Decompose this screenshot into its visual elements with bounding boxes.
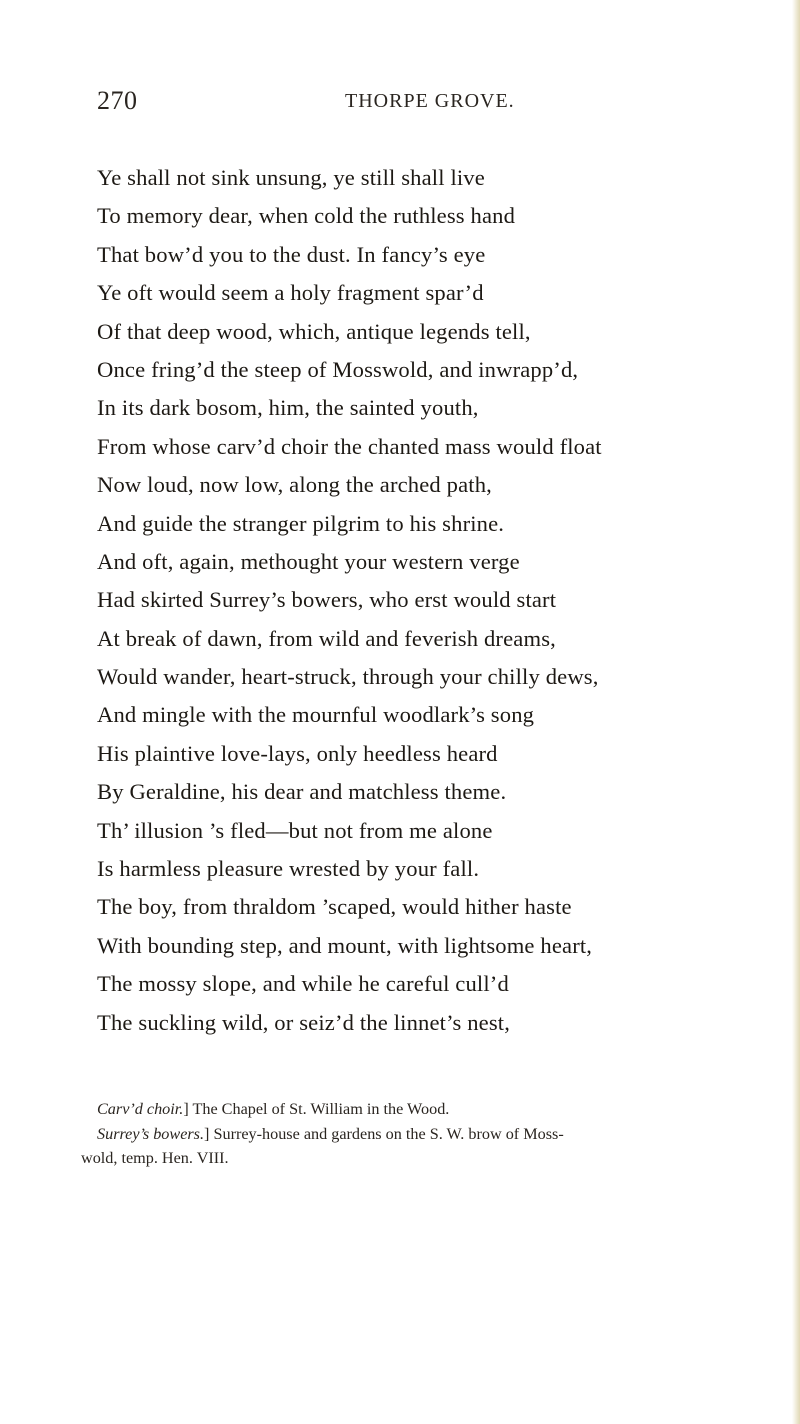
verse-line: Th’ illusion ’s fled—but not from me alone bbox=[97, 817, 493, 843]
footnote-term: Surrey’s bowers. bbox=[97, 1124, 205, 1143]
verse-line: That bow’d you to the dust. In fancy’s eye bbox=[97, 241, 486, 267]
verse-line: At break of dawn, from wild and feverish dreams, bbox=[97, 625, 556, 651]
verse-line: Now loud, now low, along the arched path, bbox=[97, 472, 492, 498]
verse-line: His plaintive love-lays, only heedless heard bbox=[97, 740, 498, 766]
verse-line: By Geraldine, his dear and matchless theme. bbox=[97, 779, 507, 805]
footnote-continuation-text: wold, temp. Hen. VIII. bbox=[81, 1149, 229, 1167]
footnote-surreys-bowers bbox=[97, 1122, 757, 1147]
verse-line: Once fring’d the steep of Mosswold, and inwrapp’d, bbox=[97, 356, 579, 382]
verse-line: With bounding step, and mount, with lightsome heart, bbox=[97, 932, 593, 958]
footnote-term: Carv’d choir. bbox=[97, 1100, 184, 1118]
verse-line: Had skirted Surrey’s bowers, who erst would start bbox=[97, 587, 557, 613]
verse-line: The boy, from thraldom ’scaped, would hither haste bbox=[97, 894, 572, 920]
poem-verse bbox=[97, 159, 797, 1042]
verse-line: In its dark bosom, him, the sainted youth, bbox=[97, 395, 479, 421]
verse-line: And guide the stranger pilgrim to his shrine. bbox=[97, 510, 505, 536]
verse-line: And oft, again, methought your western verge bbox=[97, 548, 520, 574]
verse-line: To memory dear, when cold the ruthless hand bbox=[97, 203, 516, 229]
page-number: 270 bbox=[97, 86, 138, 115]
footnotes bbox=[81, 1097, 757, 1171]
verse-line: Is harmless pleasure wrested by your fall. bbox=[97, 856, 480, 882]
verse-line: From whose carv’d choir the chanted mass would float bbox=[97, 433, 602, 459]
footnote-continuation bbox=[81, 1146, 757, 1171]
footnote-carvd-choir bbox=[97, 1097, 757, 1122]
verse-line: Ye oft would seem a holy fragment spar’d bbox=[97, 280, 484, 306]
verse-line: The suckling wild, or seiz’d the linnet’s nest, bbox=[97, 1009, 511, 1035]
verse-line: And mingle with the mournful woodlark’s song bbox=[97, 702, 535, 728]
verse-line: Ye shall not sink unsung, ye still shall live bbox=[97, 165, 485, 190]
footnote-text: ] Surrey-house and gardens on the S. W. brow of Moss- bbox=[204, 1124, 564, 1143]
running-head bbox=[97, 86, 717, 116]
running-title: THORPE GROVE. bbox=[345, 90, 515, 112]
verse-line: Of that deep wood, which, antique legends tell, bbox=[97, 318, 531, 344]
verse-line: Would wander, heart-struck, through your chilly dews, bbox=[97, 664, 599, 690]
footnote-text: ] The Chapel of St. William in the Wood. bbox=[183, 1100, 450, 1118]
verse-line: The mossy slope, and while he careful cull’d bbox=[97, 971, 509, 997]
